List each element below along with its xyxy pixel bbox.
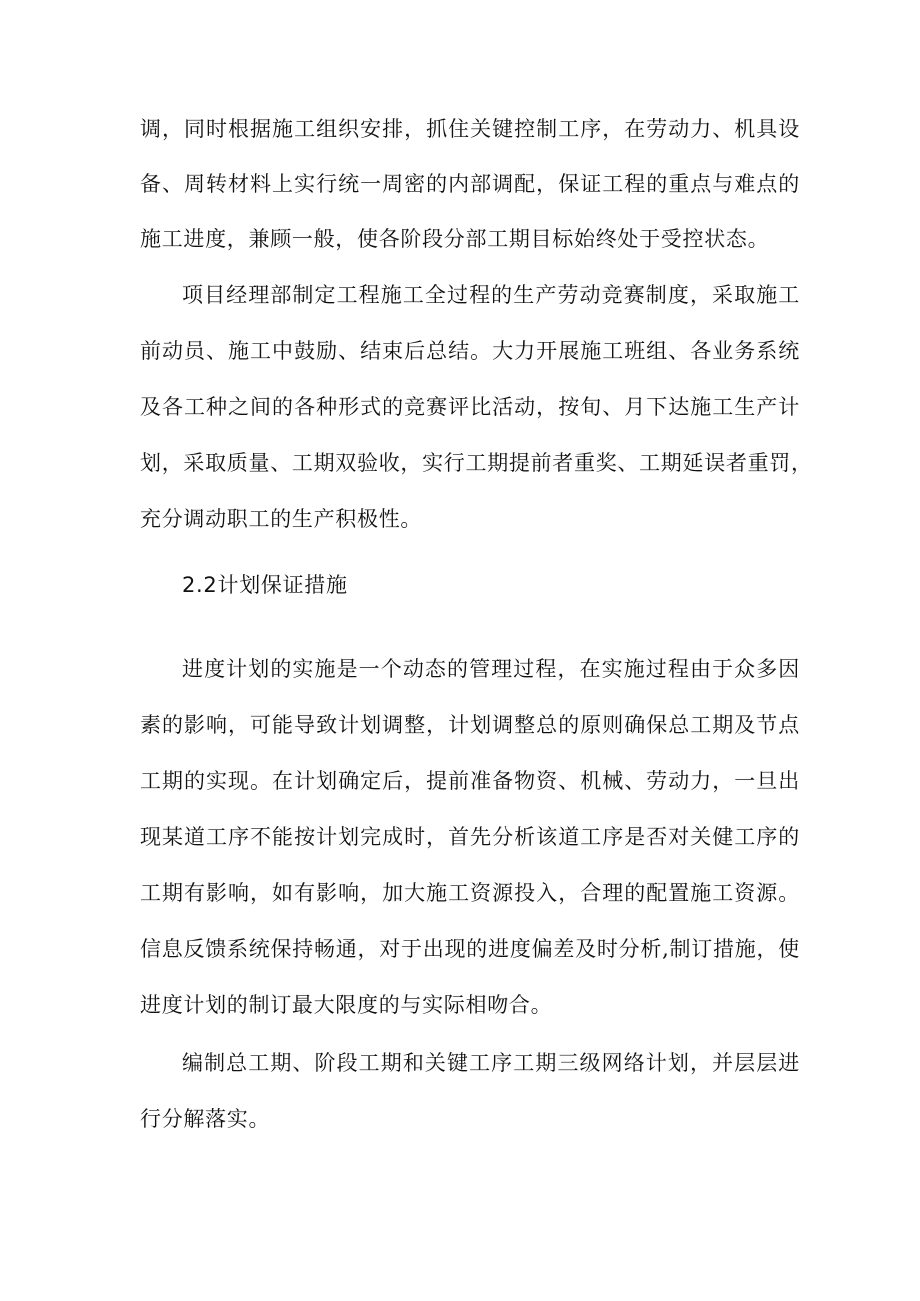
paragraph-2-line-2: 前动员、施工中鼓励、结束后总结。大力开展施工班组、各业务系统: [140, 339, 800, 363]
paragraph-3-line-4: 现某道工序不能按计划完成时，首先分析该道工序是否对关健工序的: [140, 825, 800, 849]
paragraph-3-line-1: 进度计划的实施是一个动态的管理过程，在实施过程由于众多因: [182, 657, 800, 681]
section-heading: 2.2计划保证措施: [182, 573, 348, 597]
paragraph-3-line-5: 工期有影响，如有影响，加大施工资源投入，合理的配置施工资源。: [140, 881, 800, 905]
paragraph-2-line-3: 及各工种之间的各种形式的竞赛评比活动，按旬、月下达施工生产计: [140, 395, 800, 419]
paragraph-3-line-3: 工期的实现。在计划确定后，提前准备物资、机械、劳动力，一旦出: [140, 769, 800, 793]
paragraph-4-line-2: 行分解落实。: [140, 1107, 271, 1131]
paragraph-2-line-4: 划，采取质量、工期双验收，实行工期提前者重奖、工期延误者重罚，: [140, 451, 813, 475]
paragraph-1-line-2: 备、周转材料上实行统一周密的内部调配，保证工程的重点与难点的: [140, 172, 800, 196]
paragraph-1-line-1: 调，同时根据施工组织安排，抓住关键控制工序，在劳动力、机具设: [140, 117, 800, 141]
paragraph-2-line-5: 充分调动职工的生产积极性。: [140, 507, 423, 531]
paragraph-2-line-1: 项目经理部制定工程施工全过程的生产劳动竞赛制度，采取施工: [182, 283, 800, 307]
paragraph-1-line-3: 施工进度，兼顾一般，使各阶段分部工期目标始终处于受控状态。: [140, 227, 770, 251]
paragraph-3-line-6: 信息反馈系统保持畅通，对于出现的进度偏差及时分析,制订措施，使: [140, 937, 800, 961]
paragraph-3-line-2: 素的影响，可能导致计划调整，计划调整总的原则确保总工期及节点: [140, 713, 800, 737]
paragraph-4-line-1: 编制总工期、阶段工期和关键工序工期三级网络计划，并层层进: [182, 1051, 800, 1075]
paragraph-3-line-7: 进度计划的制订最大限度的与实际相吻合。: [140, 993, 553, 1017]
